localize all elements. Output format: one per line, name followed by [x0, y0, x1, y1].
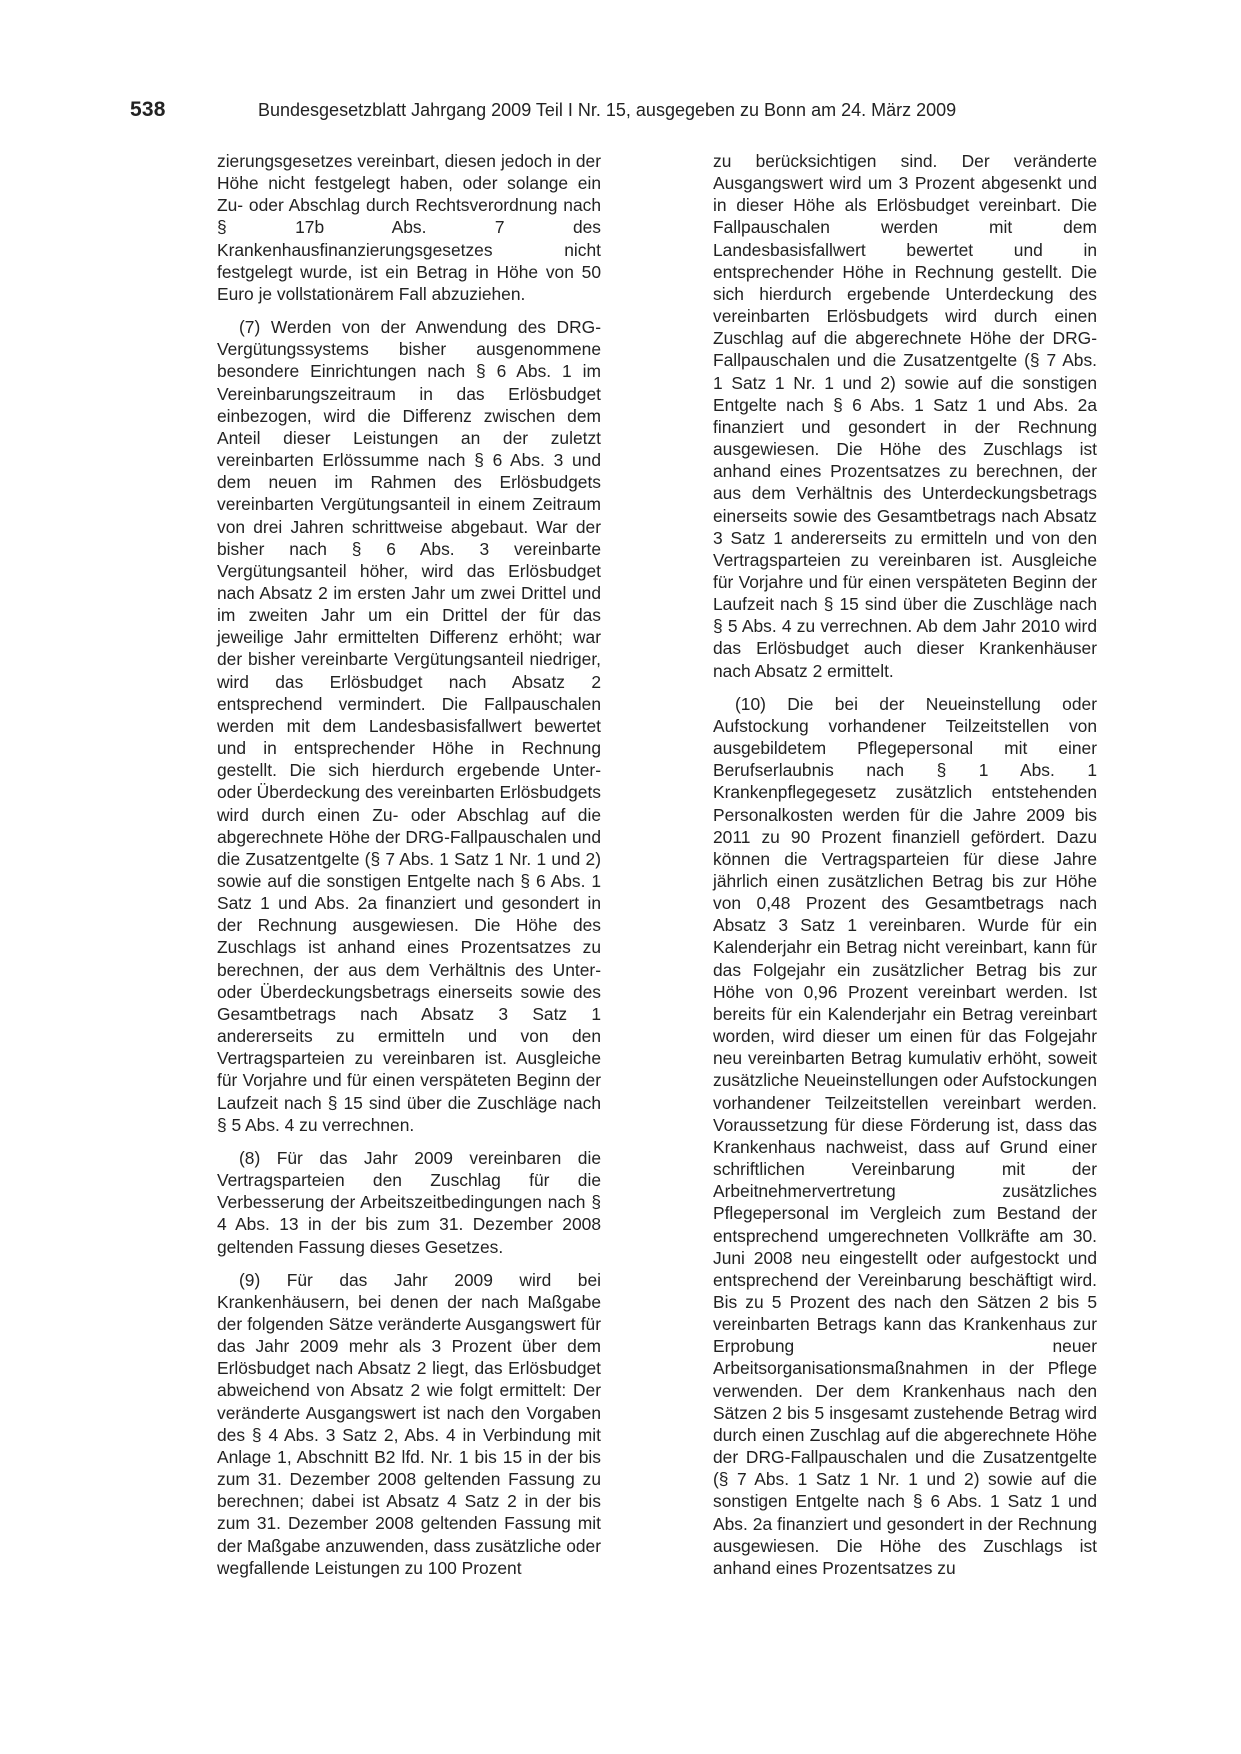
paragraph-9-continuation: zu berücksichtigen sind. Der veränderte Ausgangswert wird um 3 Prozent abgesenkt und in dieser Höhe als Erlösbudget vereinbart. Die Fallpauschalen werden mit dem Landesbasisfallwert bewertet und in entsprechender Höhe in Rechnung gestellt. Die sich hierdurch ergebende Unterdeckung des vereinbarten Erlösbudgets wird durch einen Zuschlag auf die abgerechnete Höhe der DRG-Fallpauschalen und die Zusatzentgelte (§ 7 Abs. 1 Satz 1 Nr. 1 und 2) sowie auf die sonstigen Entgelte nach § 6 Abs. 1 Satz 1 und Abs. 2a finanziert und gesondert in der Rechnung ausgewiesen. Die Höhe des Zuschlags ist anhand eines Prozentsatzes zu berechnen, der aus dem Verhältnis des Unterdeckungsbetrags einerseits sowie des Gesamtbetrags nach Absatz 3 Satz 1 andererseits zu ermitteln und von den Vertragsparteien zu vereinbaren ist. Ausgleiche für Vorjahre und für einen verspäteten Beginn der Laufzeit nach § 15 sind über die Zuschläge nach § 5 Abs. 4 zu verrechnen. Ab dem Jahr 2010 wird das Erlösbudget auch dieser Krankenhäuser nach Absatz 2 ermittelt. [713, 151, 1097, 681]
paragraph-7: (7) Werden von der Anwendung des DRG-Vergütungssystems bisher ausgenommene besondere Einrichtungen nach § 6 Abs. 1 im Vereinbarungszeitraum in das Erlösbudget einbezogen, wird die Differenz zwischen dem Anteil dieser Leistungen an der zuletzt vereinbarten Erlössumme nach § 6 Abs. 3 und dem neuen im Rahmen des Erlösbudgets vereinbarten Vergütungsanteil in einem Zeitraum von drei Jahren schrittweise abgebaut. War der bisher nach § 6 Abs. 3 vereinbarte Vergütungsanteil höher, wird das Erlösbudget nach Absatz 2 im ersten Jahr um zwei Drittel und im zweiten Jahr um ein Drittel der für das jeweilige Jahr ermittelten Differenz erhöht; war der bisher vereinbarte Vergütungsanteil niedriger, wird das Erlösbudget nach Absatz 2 entsprechend vermindert. Die Fallpauschalen werden mit dem Landesbasisfallwert bewertet und in entsprechender Höhe in Rechnung gestellt. Die sich hierdurch ergebende Unter- oder Überdeckung des vereinbarten Erlösbudgets wird durch einen Zu- oder Abschlag auf die abgerechnete Höhe der DRG-Fallpauschalen und die Zusatzentgelte (§ 7 Abs. 1 Satz 1 Nr. 1 und 2) sowie auf die sonstigen Entgelte nach § 6 Abs. 1 Satz 1 und Abs. 2a finanziert und gesondert in der Rechnung ausgewiesen. Die Höhe des Zuschlags ist anhand eines Prozentsatzes zu berechnen, der aus dem Verhältnis des Unter- oder Überdeckungsbetrags einerseits sowie des Gesamtbetrags nach Absatz 3 Satz 1 andererseits zu ermitteln und von den Vertragsparteien zu vereinbaren ist. Ausgleiche für Vorjahre und für einen verspäteten Beginn der Laufzeit nach § 15 sind über die Zuschläge nach § 5 Abs. 4 zu verrechnen. [217, 317, 601, 1135]
page-number: 538 [130, 98, 166, 121]
paragraph-10: (10) Die bei der Neueinstellung oder Aufstockung vorhandener Teilzeitstellen von ausgebildetem Pflegepersonal mit einer Berufserlaubnis nach § 1 Abs. 1 Krankenpflegegesetz zusätzlich entstehenden Personalkosten werden für die Jahre 2009 bis 2011 zu 90 Prozent finanziell gefördert. Dazu können die Vertragsparteien für diese Jahre jährlich einen zusätzlichen Betrag bis zur Höhe von 0,48 Prozent des Gesamtbetrags nach Absatz 3 Satz 1 vereinbaren. Wurde für ein Kalenderjahr ein Betrag nicht vereinbart, kann für das Folgejahr ein zusätzlicher Betrag bis zur Höhe von 0,96 Prozent vereinbart werden. Ist bereits für ein Kalenderjahr ein Betrag vereinbart worden, wird dieser um einen für das Folgejahr neu vereinbarten Betrag kumulativ erhöht, soweit zusätzliche Neueinstellungen oder Aufstockungen vorhandener Teilzeitstellen vereinbart werden. Voraussetzung für diese Förderung ist, dass das Krankenhaus nachweist, dass auf Grund einer schriftlichen Vereinbarung mit der Arbeitnehmervertretung zusätzliches Pflegepersonal im Vergleich zum Bestand der entsprechend umgerechneten Vollkräfte am 30. Juni 2008 neu eingestellt oder aufgestockt und entsprechend der Vereinbarung beschäftigt wird. Bis zu 5 Prozent des nach den Sätzen 2 bis 5 vereinbarten Betrags kann das Krankenhaus zur Erprobung neuer Arbeitsorganisationsmaßnahmen in der Pflege verwenden. Der dem Krankenhaus nach den Sätzen 2 bis 5 insgesamt zustehende Betrag wird durch einen Zuschlag auf die abgerechnete Höhe der DRG-Fallpauschalen und die Zusatzentgelte (§ 7 Abs. 1 Satz 1 Nr. 1 und 2) sowie auf die sonstigen Entgelte nach § 6 Abs. 1 Satz 1 und Abs. 2a finanziert und gesondert in der Rechnung ausgewiesen. Die Höhe des Zuschlags ist anhand eines Prozentsatzes zu [713, 693, 1097, 1578]
paragraph-9: (9) Für das Jahr 2009 wird bei Krankenhäusern, bei denen der nach Maßgabe der folgenden Sätze veränderte Ausgangswert für das Jahr 2009 mehr als 3 Prozent über dem Erlösbudget nach Absatz 2 liegt, das Erlösbudget abweichend von Absatz 2 wie folgt ermittelt: Der veränderte Ausgangswert ist nach den Vorgaben des § 4 Abs. 3 Satz 2, Abs. 4 in Verbindung mit Anlage 1, Abschnitt B2 lfd. Nr. 1 bis 15 in der bis zum 31. Dezember 2008 geltenden Fassung zu berechnen; dabei ist Absatz 4 Satz 2 in der bis zum 31. Dezember 2008 geltenden Fassung mit der Maßgabe anzuwenden, dass zusätzliche oder wegfallende Leistungen zu 100 Prozent [217, 1269, 601, 1578]
right-column [713, 150, 1097, 1590]
paragraph-8: (8) Für das Jahr 2009 vereinbaren die Vertragsparteien den Zuschlag für die Verbesserung der Arbeitszeitbedingungen nach § 4 Abs. 13 in der bis zum 31. Dezember 2008 geltenden Fassung dieses Gesetzes. [217, 1147, 601, 1257]
paragraph-continuation: zierungsgesetzes vereinbart, diesen jedoch in der Höhe nicht festgelegt haben, oder solange ein Zu- oder Abschlag durch Rechtsverordnung nach § 17b Abs. 7 des Krankenhausfinanzierungsgesetzes nicht festgelegt wurde, ist ein Betrag in Höhe von 50 Euro je vollstationärem Fall abzuziehen. [217, 151, 601, 304]
left-column [217, 150, 601, 1590]
running-header: Bundesgesetzblatt Jahrgang 2009 Teil I Nr. 15, ausgegeben zu Bonn am 24. März 2009 [258, 100, 957, 120]
